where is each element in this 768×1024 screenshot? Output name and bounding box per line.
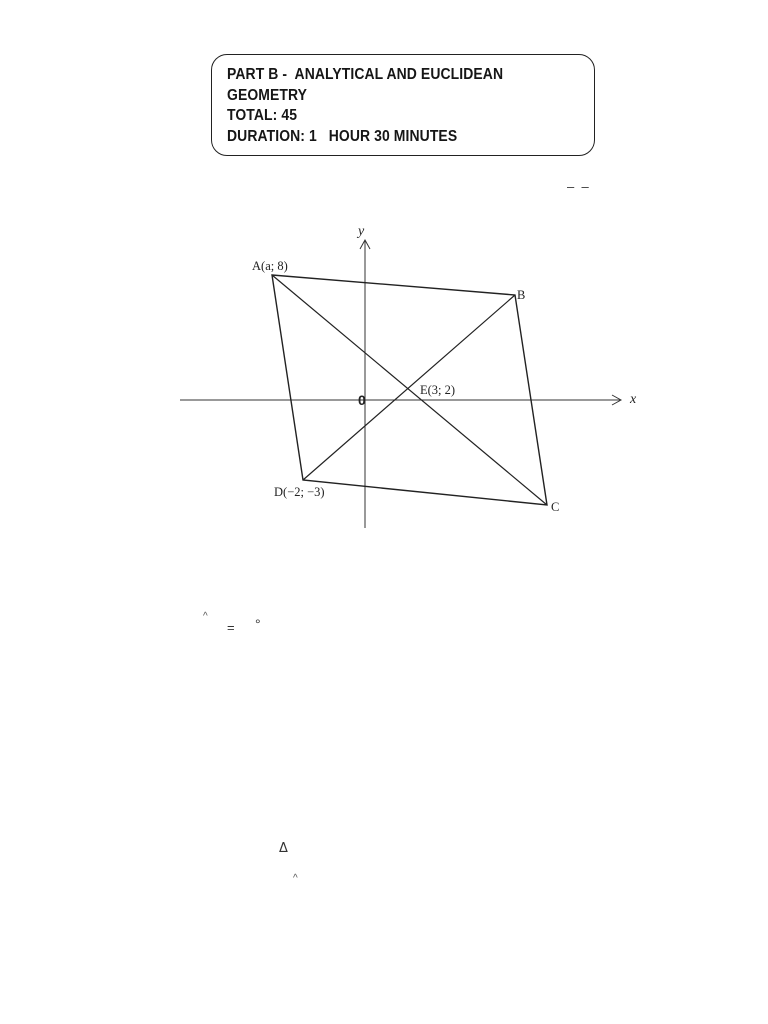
vertex-d-label: D(−2; −3) [274, 485, 325, 499]
vertex-a-label: A(a; 8) [252, 259, 288, 273]
header-title-line: PART B - ANALYTICAL AND EUCLIDEAN [227, 66, 504, 83]
triangle-symbol: Δ [279, 841, 288, 856]
degree-symbol: ° [255, 616, 261, 632]
header-duration: DURATION: 1 HOUR 30 MINUTES [227, 127, 458, 145]
header-title-continuation: GEOMETRY [227, 86, 308, 104]
header-total-marks: TOTAL: 45 [227, 107, 298, 124]
vertex-c-label: C [551, 500, 560, 514]
vertex-b-label: B [517, 288, 526, 302]
x-axis-label: x [630, 392, 637, 407]
point-e-label: E(3; 2) [420, 383, 456, 397]
hat-symbol: ^ [203, 611, 208, 622]
hat-symbol-second: ^ [293, 873, 298, 884]
origin-label: 0 [358, 392, 366, 408]
dash-fragment: – – [567, 179, 589, 194]
equals-sign: = [227, 620, 235, 635]
y-axis-label: y [358, 224, 365, 239]
